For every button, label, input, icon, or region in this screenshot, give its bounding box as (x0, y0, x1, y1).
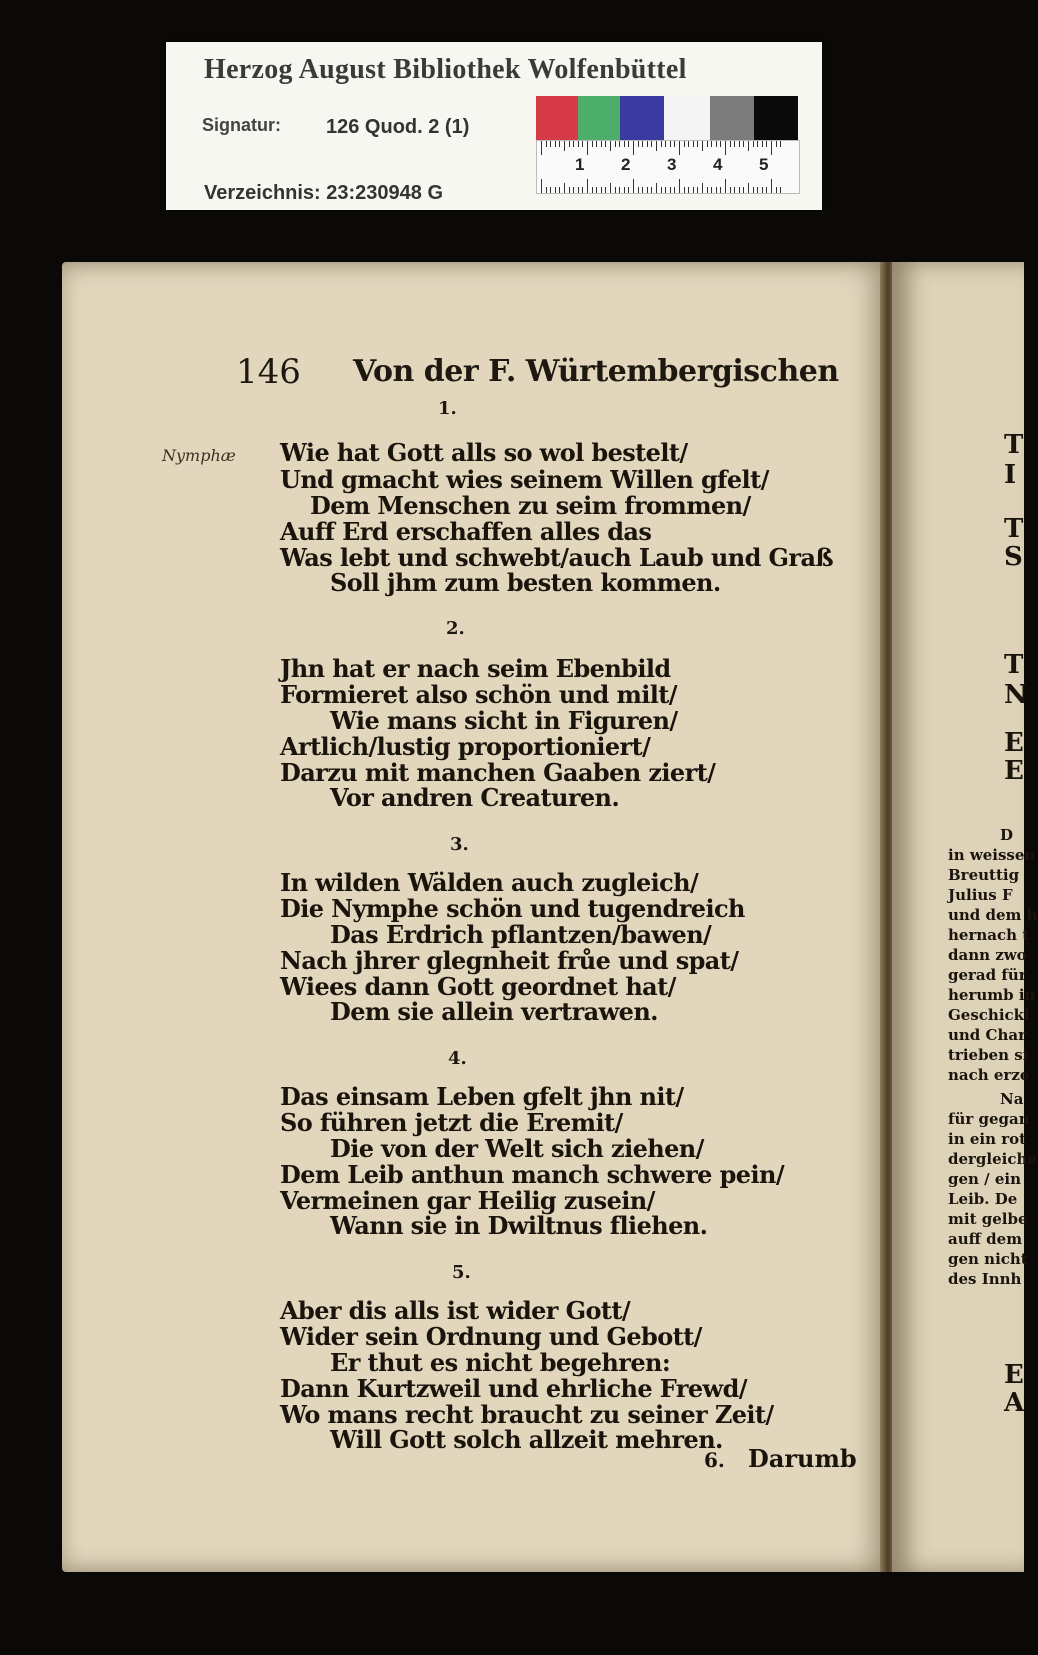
right-page-fragment: hernach t (948, 926, 1030, 944)
right-page-fragment: und dem h (948, 906, 1038, 924)
ruler-tick (771, 141, 772, 155)
ruler-tick (674, 141, 675, 147)
ruler-tick (559, 141, 560, 147)
ruler-tick (771, 179, 772, 193)
library-card (166, 42, 822, 210)
ruler-tick (697, 141, 698, 147)
ruler-tick (734, 141, 735, 147)
ruler-tick (596, 141, 597, 147)
right-page-initial: S (1004, 542, 1023, 572)
verse-line: Artlich/lustig proportioniert/ (280, 732, 651, 761)
ruler-tick (615, 187, 616, 193)
verse-line: Wann sie in Dwiltnus fliehen. (330, 1211, 708, 1240)
ruler-tick (730, 141, 731, 147)
right-page-fragment: in weissen (948, 846, 1036, 864)
right-page-fragment: Leib. De (948, 1190, 1018, 1208)
verzeichnis-text: Verzeichnis: 23:230948 G (204, 182, 444, 204)
verse-line: In wilden Wälden auch zugleich/ (280, 868, 699, 897)
right-page-fragment: dergleiche (948, 1150, 1037, 1168)
verse-line: Das Erdrich pflantzen/bawen/ (330, 920, 712, 949)
right-page-initial: T (1004, 514, 1024, 544)
ruler-tick (753, 141, 754, 147)
ruler-tick (711, 141, 712, 147)
ruler-tick (757, 141, 758, 147)
ruler-tick (720, 187, 721, 193)
right-page-fragment: herumb in (948, 986, 1036, 1004)
ruler-tick (596, 187, 597, 193)
ruler-tick (647, 141, 648, 147)
color-calibration-strip (536, 96, 798, 140)
verse-line: Dem Leib anthun manch schwere pein/ (280, 1160, 784, 1189)
ruler-tick (651, 187, 652, 193)
verse-line: Auff Erd erschaffen alles das (280, 517, 652, 546)
stanza-number: 2. (446, 618, 465, 639)
swatch-red (536, 96, 578, 140)
right-page-fragment: und Char (948, 1026, 1026, 1044)
right-page-fragment: gerad für (948, 966, 1027, 984)
ruler-tick (734, 187, 735, 193)
right-page-fragment: auff dem (948, 1230, 1023, 1248)
right-page-fragment: Breuttig (948, 866, 1020, 884)
ruler-tick (656, 141, 657, 151)
verse-line: Formieret also schön und milt/ (280, 680, 677, 709)
ruler-tick (679, 141, 680, 155)
ruler-tick (739, 141, 740, 147)
ruler-tick (776, 187, 777, 193)
verse-line: Will Gott solch allzeit mehren. (330, 1425, 723, 1454)
ruler-tick (725, 141, 726, 155)
verse-line: Die Nymphe schön und tugendreich (280, 894, 745, 923)
swatch-blue (620, 96, 664, 140)
ruler-tick (702, 141, 703, 151)
ruler-tick (762, 187, 763, 193)
ruler-tick (592, 187, 593, 193)
ruler-tick (559, 187, 560, 193)
ruler-tick (578, 141, 579, 147)
right-page-fragment: Na (1000, 1090, 1024, 1108)
right-page-initial: A (1004, 1388, 1025, 1418)
ruler-tick (702, 183, 703, 193)
ruler-tick (587, 179, 588, 193)
ruler-label-5: 5 (759, 155, 769, 174)
ruler-tick (642, 141, 643, 147)
ruler-tick (707, 187, 708, 193)
ruler-tick (578, 187, 579, 193)
right-page-fragment: D (1000, 826, 1014, 844)
right-page-fragment: trieben si (948, 1046, 1029, 1064)
right-page-initial: E (1004, 1360, 1024, 1390)
verse-line: Dem sie allein vertrawen. (330, 997, 658, 1026)
ruler-tick (674, 187, 675, 193)
swatch-white (664, 96, 710, 140)
ruler-tick (693, 141, 694, 147)
right-page-fragment: nach erze (948, 1066, 1030, 1084)
ruler-tick (605, 141, 606, 147)
verse-line: Darzu mit manchen Gaaben ziert/ (280, 758, 716, 787)
signatur-label: Signatur: (202, 115, 281, 135)
ruler-tick (748, 141, 749, 151)
right-page-initial: T (1004, 430, 1024, 460)
ruler-tick (573, 187, 574, 193)
verse-line: Und gmacht wies seinem Willen gfelt/ (280, 465, 769, 494)
ruler-tick (541, 179, 542, 193)
ruler-tick (628, 141, 629, 147)
ruler-tick (651, 141, 652, 147)
ruler-tick (587, 141, 588, 155)
ruler-tick (633, 179, 634, 193)
signatur-value: 126 Quod. 2 (1) (326, 116, 470, 138)
verse-line: Aber dis alls ist wider Gott/ (280, 1296, 631, 1325)
page-number: 146 (236, 352, 301, 392)
ruler-tick (569, 187, 570, 193)
ruler-tick (555, 141, 556, 147)
ruler-tick (711, 187, 712, 193)
ruler-tick (610, 183, 611, 193)
verse-line: Wider sein Ordnung und Gebott/ (280, 1322, 702, 1351)
ruler-tick (564, 183, 565, 193)
ruler-label-4: 4 (713, 155, 723, 174)
ruler-tick (605, 187, 606, 193)
scale-ruler (536, 140, 800, 194)
ruler-tick (569, 141, 570, 147)
ruler-tick (684, 187, 685, 193)
catchword: Darumb (748, 1444, 857, 1473)
swatch-green (578, 96, 620, 140)
stanza-number: 1. (438, 398, 457, 419)
ruler-tick (601, 187, 602, 193)
ruler-tick (688, 141, 689, 147)
stanza-number: 3. (450, 834, 469, 855)
ruler-label-3: 3 (667, 155, 677, 174)
ruler-tick (656, 183, 657, 193)
ruler-tick (730, 187, 731, 193)
ruler-tick (753, 187, 754, 193)
ruler-label-2: 2 (621, 155, 631, 174)
ruler-tick (647, 187, 648, 193)
ruler-tick (776, 141, 777, 147)
right-page-fragment: Geschickl (948, 1006, 1030, 1024)
ruler-tick (766, 187, 767, 193)
ruler-tick (624, 141, 625, 147)
verse-line: Vor andren Creaturen. (330, 783, 620, 812)
catchword-number: 6. (704, 1448, 725, 1472)
ruler-tick (716, 141, 717, 147)
right-page-initial: I (1004, 460, 1017, 490)
verse-line: Wie mans sicht in Figuren/ (330, 706, 678, 735)
ruler-tick (780, 141, 781, 147)
margin-note: Nymphæ (162, 446, 236, 465)
ruler-tick (670, 141, 671, 147)
ruler-tick (665, 187, 666, 193)
ruler-tick (601, 141, 602, 147)
ruler-tick (743, 141, 744, 147)
ruler-tick (546, 187, 547, 193)
verse-line: So führen jetzt die Eremit/ (280, 1108, 623, 1137)
ruler-tick (546, 141, 547, 147)
right-page-initial: E (1004, 728, 1024, 758)
verse-line: Soll jhm zum besten kommen. (330, 568, 721, 597)
verse-line: Er thut es nicht begehren: (330, 1348, 671, 1377)
right-page-fragment: gen / ein (948, 1170, 1022, 1188)
stanza-number: 5. (452, 1262, 471, 1283)
right-page-fragment: Julius F (948, 886, 1013, 904)
verse-line: Wo mans recht braucht zu seiner Zeit/ (280, 1400, 774, 1429)
ruler-tick (550, 141, 551, 147)
ruler-tick (624, 187, 625, 193)
ruler-tick (762, 141, 763, 147)
ruler-tick (633, 141, 634, 155)
ruler-tick (615, 141, 616, 147)
ruler-tick (642, 187, 643, 193)
library-name: Herzog August Bibliothek Wolfenbüttel (204, 54, 687, 85)
ruler-tick (573, 141, 574, 147)
ruler-tick (628, 187, 629, 193)
right-page-initial: N (1004, 680, 1028, 710)
running-head: Von der F. Würtembergischen (353, 354, 839, 389)
verse-line: Die von der Welt sich ziehen/ (330, 1134, 704, 1163)
verse-line: Das einsam Leben gfelt jhn nit/ (280, 1082, 684, 1111)
ruler-tick (661, 187, 662, 193)
verse-line: Dem Menschen zu seim frommen/ (310, 491, 751, 520)
ruler-tick (592, 141, 593, 147)
ruler-tick (697, 187, 698, 193)
ruler-tick (541, 141, 542, 155)
ruler-tick (665, 141, 666, 147)
ruler-tick (780, 187, 781, 193)
ruler-tick (720, 141, 721, 147)
ruler-tick (582, 141, 583, 147)
right-page-fragment: für gegan (948, 1110, 1030, 1128)
verse-line: Jhn hat er nach seim Ebenbild (280, 654, 671, 683)
ruler-tick (564, 141, 565, 151)
ruler-tick (748, 183, 749, 193)
ruler-tick (707, 141, 708, 147)
verse-line: Wie hat Gott alls so wol bestelt/ (280, 438, 688, 467)
ruler-tick (555, 187, 556, 193)
right-page-fragment: gen nicht (948, 1250, 1028, 1268)
ruler-tick (716, 187, 717, 193)
ruler-tick (619, 141, 620, 147)
ruler-tick (725, 179, 726, 193)
swatch-black (754, 96, 798, 140)
ruler-tick (757, 187, 758, 193)
stanza-number: 4. (448, 1048, 467, 1069)
right-page-initial: E (1004, 756, 1024, 786)
verse-line: Wiees dann Gott geordnet hat/ (280, 972, 676, 1001)
right-page-fragment: in ein rot (948, 1130, 1027, 1148)
ruler-tick (550, 187, 551, 193)
verse-line: Nach jhrer glegnheit frůe und spat/ (280, 946, 739, 975)
ruler-tick (638, 141, 639, 147)
ruler-tick (684, 141, 685, 147)
ruler-tick (638, 187, 639, 193)
right-page-fragment: des Innh (948, 1270, 1022, 1288)
right-page-fragment: mit gelbe (948, 1210, 1028, 1228)
ruler-tick (739, 187, 740, 193)
ruler-tick (610, 141, 611, 151)
ruler-tick (693, 187, 694, 193)
right-page-fragment: dann zwo (948, 946, 1027, 964)
right-page-initial: T (1004, 650, 1024, 680)
verse-line: Vermeinen gar Heilig zusein/ (280, 1186, 655, 1215)
swatch-gray (710, 96, 754, 140)
ruler-tick (670, 187, 671, 193)
ruler-tick (582, 187, 583, 193)
verse-line: Dann Kurtzweil und ehrliche Frewd/ (280, 1374, 747, 1403)
verse-line: Was lebt und schwebt/auch Laub und Graß (280, 543, 834, 572)
ruler-tick (679, 179, 680, 193)
ruler-tick (743, 187, 744, 193)
ruler-tick (688, 187, 689, 193)
ruler-tick (661, 141, 662, 147)
ruler-tick (619, 187, 620, 193)
ruler-label-1: 1 (575, 155, 585, 174)
ruler-tick (766, 141, 767, 147)
